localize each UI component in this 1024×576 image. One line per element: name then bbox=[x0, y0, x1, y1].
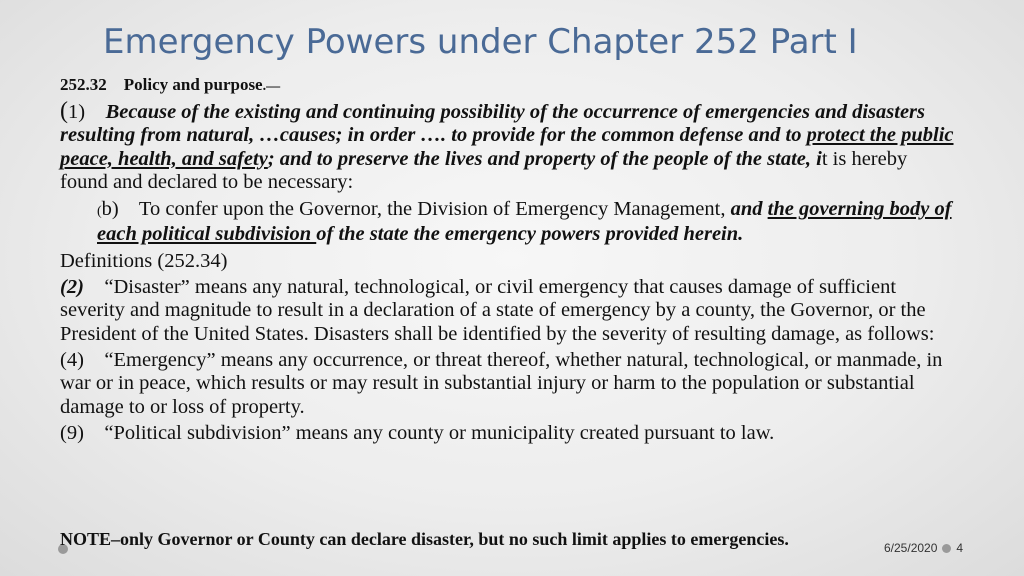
paragraph-1 bbox=[60, 100, 960, 194]
paragraph-1b bbox=[60, 198, 960, 247]
section-number: 252.32 bbox=[60, 75, 107, 94]
definitions-heading: Definitions (252.34) bbox=[60, 249, 228, 272]
para1-number-open: ( bbox=[60, 98, 68, 124]
para1-italic-text-2: ; and to preserve the lives and property of the people of the state, i bbox=[267, 147, 822, 170]
para1b-italic-text-2: of the state the emergency powers provided herein. bbox=[316, 223, 744, 246]
definition-2 bbox=[60, 276, 960, 346]
slide-title: Emergency Powers under Chapter 252 Part I bbox=[103, 22, 858, 62]
slide-footer bbox=[884, 541, 963, 555]
footer-date: 6/25/2020 bbox=[884, 541, 938, 555]
section-heading bbox=[60, 75, 280, 95]
para1b-number: b) bbox=[101, 198, 119, 221]
para1b-italic-text: and bbox=[730, 198, 768, 221]
def2-text: “Disaster” means any natural, technological, or civil emergency that causes damage of sufficient severity and magnitude to result in a declaration of a state of emergency by a county, the Governor, or the President of the United States. Disasters shall be identified by the severity of resulting damage, as follows: bbox=[60, 276, 935, 345]
para1b-underlined-text: the governing body of each political subdivision bbox=[97, 198, 952, 246]
para1-underlined-text: protect the public peace, health, and safety bbox=[60, 124, 954, 170]
para1-plain-text: t is hereby found and declared to be necessary: bbox=[60, 147, 908, 193]
section-title-suffix: .— bbox=[262, 79, 281, 94]
section-title: Policy and purpose bbox=[123, 75, 263, 94]
para1b-number-open: ( bbox=[97, 204, 102, 220]
page-number: 4 bbox=[956, 541, 964, 555]
para1b-plain-text: To confer upon the Governor, the Division of Emergency Management, bbox=[138, 198, 731, 221]
note-text: NOTE–only Governor or County can declare disaster, but no such limit applies to emergencies. bbox=[60, 529, 789, 549]
statute-body bbox=[60, 100, 960, 445]
def2-number: (2) bbox=[60, 276, 84, 299]
definition-9 bbox=[60, 422, 960, 445]
para1-number: 1) bbox=[68, 101, 86, 123]
def9-text: “Political subdivision” means any county or municipality created pursuant to law. bbox=[104, 421, 775, 444]
definition-4 bbox=[60, 349, 960, 419]
def4-number: (4) bbox=[60, 348, 84, 371]
def4-text: “Emergency” means any occurrence, or threat thereof, whether natural, technological, or manmade, in war or in peace, which results or may result in substantial injury or harm to the population or substantial damage to or loss of property. bbox=[60, 348, 943, 418]
para1-italic-text: Because of the existing and continuing possibility of the occurrence of emergencies and disasters resulting from natural, …causes; in order …. to provide for the common defense and to bbox=[60, 101, 926, 147]
footer-dot-icon bbox=[942, 544, 951, 553]
def9-number: (9) bbox=[60, 421, 84, 444]
